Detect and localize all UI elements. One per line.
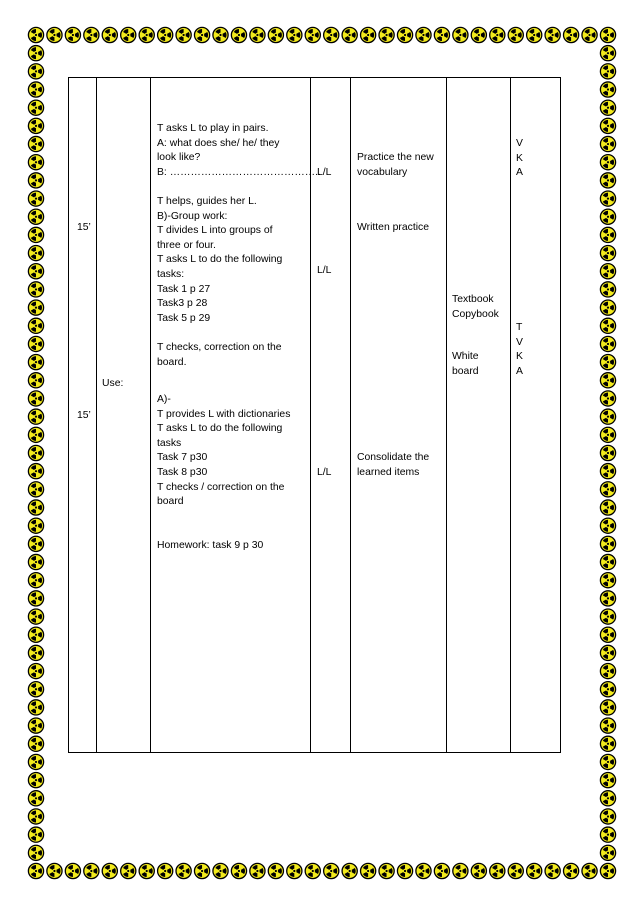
trefoil-icon <box>28 427 43 442</box>
trefoil-icon <box>28 27 43 42</box>
trefoil-icon <box>600 845 615 860</box>
trefoil-icon <box>600 754 615 769</box>
aim-3 <box>357 451 429 480</box>
skill-letter: T <box>516 322 523 333</box>
trefoil-icon <box>28 191 43 206</box>
activity-line: Task 7 p30 <box>157 452 208 464</box>
trefoil-icon <box>600 736 615 751</box>
trefoil-icon <box>250 27 265 42</box>
interaction-3: L/L <box>317 467 332 478</box>
activity-line: board <box>157 496 184 508</box>
trefoil-icon <box>28 809 43 824</box>
aim-1 <box>357 151 434 180</box>
trefoil-icon <box>287 27 302 42</box>
trefoil-icon <box>102 27 117 42</box>
activity-line: T divides L into groups of <box>157 225 273 237</box>
trefoil-icon <box>28 591 43 606</box>
trefoil-icon <box>28 845 43 860</box>
trefoil-icon <box>28 718 43 733</box>
trefoil-icon <box>305 27 320 42</box>
trefoil-icon <box>158 27 173 42</box>
activity-line: A: what does she/ he/ they <box>157 137 280 149</box>
spacer <box>157 180 321 195</box>
trefoil-icon <box>416 27 431 42</box>
trefoil-icon <box>600 136 615 151</box>
trefoil-icon <box>600 100 615 115</box>
activity-text-block-1 <box>157 122 321 370</box>
trefoil-icon <box>416 863 431 878</box>
trefoil-icon <box>28 318 43 333</box>
activity-line: T asks L to play in pairs. <box>157 123 269 134</box>
trefoil-icon <box>600 773 615 788</box>
activity-line: T checks / correction on the <box>157 481 285 493</box>
trefoil-icon <box>527 27 542 42</box>
trefoil-icon <box>600 245 615 260</box>
time-2: 15’ <box>77 410 91 421</box>
skill-letter: K <box>516 351 523 363</box>
trefoil-icon <box>600 427 615 442</box>
trefoil-icon <box>545 863 560 878</box>
trefoil-icon <box>600 464 615 479</box>
trefoil-icon <box>379 863 394 878</box>
trefoil-icon <box>361 863 376 878</box>
trefoil-icon <box>121 27 136 42</box>
trefoil-icon <box>434 863 449 878</box>
trefoil-icon <box>28 754 43 769</box>
trefoil-icon <box>28 773 43 788</box>
trefoil-icon <box>121 863 136 878</box>
trefoil-icon <box>600 64 615 79</box>
trefoil-icon <box>176 863 191 878</box>
trefoil-icon <box>600 300 615 315</box>
trefoil-icon <box>545 27 560 42</box>
trefoil-icon <box>28 64 43 79</box>
trefoil-icon <box>47 863 62 878</box>
trefoil-icon <box>28 82 43 97</box>
trefoil-icon <box>600 155 615 170</box>
trefoil-icon <box>28 445 43 460</box>
stage-label: Use: <box>102 378 124 389</box>
trefoil-icon <box>600 518 615 533</box>
trefoil-icon <box>600 863 615 878</box>
interaction-cell <box>311 78 351 753</box>
trefoil-icon <box>65 27 80 42</box>
aim-cell <box>351 78 447 753</box>
trefoil-icon <box>28 282 43 297</box>
trefoil-icon <box>508 863 523 878</box>
trefoil-icon <box>582 863 597 878</box>
trefoil-icon <box>397 863 412 878</box>
skill-letter: K <box>516 152 523 164</box>
trefoil-icon <box>84 27 99 42</box>
trefoil-icon <box>84 863 99 878</box>
trefoil-icon <box>600 118 615 133</box>
trefoil-icon <box>600 191 615 206</box>
activity-line: B: …………………………………….. <box>157 166 321 178</box>
aim-line: Practice the new <box>357 152 434 163</box>
trefoil-icon <box>268 863 283 878</box>
trefoil-icon <box>28 264 43 279</box>
trefoil-icon <box>324 27 339 42</box>
trefoil-icon <box>434 27 449 42</box>
trefoil-icon <box>600 391 615 406</box>
trefoil-icon <box>139 863 154 878</box>
aim-2: Written practice <box>357 222 429 233</box>
trefoil-icon <box>28 736 43 751</box>
material-line: Textbook <box>452 294 494 305</box>
trefoil-icon <box>600 809 615 824</box>
trefoil-icon <box>490 27 505 42</box>
trefoil-icon <box>47 27 62 42</box>
spacer <box>157 524 290 539</box>
trefoil-icon <box>508 27 523 42</box>
trefoil-icon <box>28 791 43 806</box>
activity-line: T provides L with dictionaries <box>157 408 291 420</box>
trefoil-icon <box>600 445 615 460</box>
trefoil-icon <box>600 573 615 588</box>
trefoil-icon <box>600 500 615 515</box>
activity-text-block-2 <box>157 393 290 554</box>
trefoil-icon <box>600 264 615 279</box>
trefoil-icon <box>600 173 615 188</box>
trefoil-icon <box>28 627 43 642</box>
trefoil-icon <box>28 609 43 624</box>
trefoil-icon <box>28 209 43 224</box>
trefoil-icon <box>600 627 615 642</box>
skill-letter: A <box>516 167 523 179</box>
skill-letter: V <box>516 138 523 149</box>
trefoil-icon <box>158 863 173 878</box>
activity-line: T helps, guides her L. <box>157 195 257 207</box>
trefoil-icon <box>600 663 615 678</box>
trefoil-icon <box>28 300 43 315</box>
trefoil-icon <box>342 863 357 878</box>
spacer <box>157 510 290 525</box>
time-1: 15’ <box>77 222 91 233</box>
activity-line: three or four. <box>157 239 216 251</box>
activity-cell <box>151 78 321 753</box>
trefoil-icon <box>600 609 615 624</box>
trefoil-icon <box>213 863 228 878</box>
activity-line: T asks L to do the following <box>157 254 283 266</box>
stage-cell <box>97 78 151 753</box>
trefoil-icon <box>213 27 228 42</box>
skills-cell <box>511 78 561 753</box>
trefoil-icon <box>28 136 43 151</box>
activity-line: Task 1 p 27 <box>157 283 211 295</box>
trefoil-icon <box>600 209 615 224</box>
activity-line: Task3 p 28 <box>157 298 208 310</box>
trefoil-icon <box>600 373 615 388</box>
activity-line: T checks, correction on the <box>157 341 282 353</box>
trefoil-icon <box>563 863 578 878</box>
trefoil-icon <box>600 318 615 333</box>
trefoil-icon <box>139 27 154 42</box>
trefoil-icon <box>453 863 468 878</box>
activity-line: T asks L to do the following <box>157 423 283 435</box>
trefoil-icon <box>453 27 468 42</box>
trefoil-icon <box>600 282 615 297</box>
trefoil-icon <box>600 82 615 97</box>
materials-cell <box>447 78 511 753</box>
trefoil-icon <box>28 336 43 351</box>
trefoil-icon <box>582 27 597 42</box>
interaction-1: L/L <box>317 167 332 178</box>
trefoil-icon <box>194 863 209 878</box>
trefoil-icon <box>28 464 43 479</box>
trefoil-icon <box>28 682 43 697</box>
trefoil-icon <box>65 863 80 878</box>
trefoil-icon <box>28 100 43 115</box>
trefoil-icon <box>28 373 43 388</box>
trefoil-icon <box>231 863 246 878</box>
activity-line: board. <box>157 356 187 368</box>
trefoil-icon <box>28 46 43 61</box>
homework-line: Homework: task 9 p 30 <box>157 539 264 551</box>
trefoil-icon <box>28 173 43 188</box>
interaction-2: L/L <box>317 265 332 276</box>
trefoil-icon <box>28 355 43 370</box>
trefoil-icon <box>28 645 43 660</box>
aim-line: learned items <box>357 466 420 478</box>
activity-line: tasks: <box>157 268 185 280</box>
trefoil-icon <box>28 500 43 515</box>
trefoil-icon <box>102 863 117 878</box>
skills-1 <box>516 137 523 181</box>
trefoil-icon <box>28 554 43 569</box>
trefoil-icon <box>471 27 486 42</box>
trefoil-icon <box>600 536 615 551</box>
trefoil-icon <box>600 336 615 351</box>
trefoil-icon <box>28 700 43 715</box>
trefoil-icon <box>600 682 615 697</box>
trefoil-icon <box>527 863 542 878</box>
trefoil-icon <box>268 27 283 42</box>
aim-line: vocabulary <box>357 166 408 178</box>
trefoil-icon <box>600 827 615 842</box>
trefoil-icon <box>600 791 615 806</box>
trefoil-icon <box>342 27 357 42</box>
skills-2 <box>516 321 523 379</box>
trefoil-icon <box>28 573 43 588</box>
trefoil-icon <box>563 27 578 42</box>
trefoil-icon <box>287 863 302 878</box>
trefoil-icon <box>600 409 615 424</box>
skill-letter: A <box>516 365 523 377</box>
trefoil-icon <box>600 46 615 61</box>
materials-2 <box>452 350 479 379</box>
time-cell <box>69 78 97 753</box>
aim-line: Consolidate the <box>357 452 430 463</box>
trefoil-icon <box>379 27 394 42</box>
activity-line: Task 5 p 29 <box>157 312 211 324</box>
activity-line: A)- <box>157 394 171 405</box>
trefoil-icon <box>28 391 43 406</box>
trefoil-icon <box>324 863 339 878</box>
activity-line: Task 8 p30 <box>157 466 208 478</box>
trefoil-icon <box>28 663 43 678</box>
spacer <box>157 326 321 341</box>
trefoil-icon <box>600 554 615 569</box>
trefoil-icon <box>28 827 43 842</box>
activity-line: tasks <box>157 437 182 449</box>
trefoil-icon <box>250 863 265 878</box>
trefoil-icon <box>28 155 43 170</box>
trefoil-icon <box>471 863 486 878</box>
trefoil-icon <box>600 645 615 660</box>
trefoil-icon <box>397 27 412 42</box>
trefoil-icon <box>600 700 615 715</box>
material-line: board <box>452 365 479 377</box>
trefoil-icon <box>28 245 43 260</box>
trefoil-icon <box>600 718 615 733</box>
trefoil-icon <box>28 536 43 551</box>
trefoil-icon <box>600 27 615 42</box>
trefoil-icon <box>600 355 615 370</box>
skill-letter: V <box>516 336 523 348</box>
activity-line: B)-Group work: <box>157 210 228 222</box>
trefoil-icon <box>305 863 320 878</box>
lesson-plan-table <box>68 77 561 753</box>
activity-line: look like? <box>157 152 201 164</box>
trefoil-icon <box>28 118 43 133</box>
trefoil-icon <box>490 863 505 878</box>
trefoil-icon <box>600 227 615 242</box>
trefoil-icon <box>361 27 376 42</box>
trefoil-icon <box>28 863 43 878</box>
materials-1 <box>452 293 499 322</box>
trefoil-icon <box>28 482 43 497</box>
trefoil-icon <box>600 482 615 497</box>
trefoil-icon <box>28 409 43 424</box>
trefoil-icon <box>231 27 246 42</box>
trefoil-icon <box>28 227 43 242</box>
trefoil-icon <box>176 27 191 42</box>
trefoil-icon <box>28 518 43 533</box>
trefoil-icon <box>600 591 615 606</box>
material-line: Copybook <box>452 308 499 320</box>
trefoil-icon <box>194 27 209 42</box>
material-line: White <box>452 351 479 362</box>
